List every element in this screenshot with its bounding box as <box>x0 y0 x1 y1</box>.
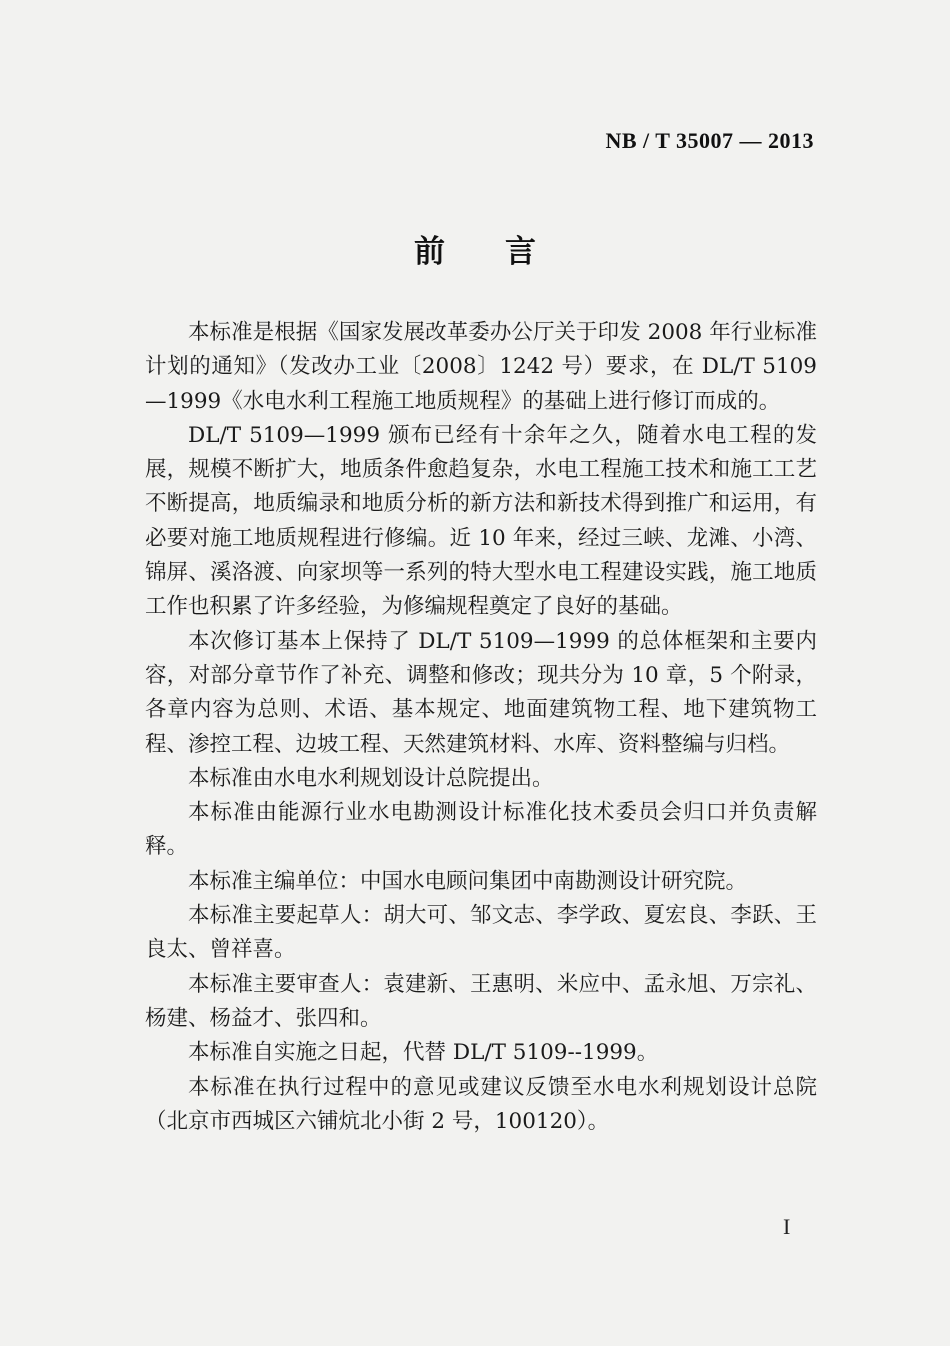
paragraph-feedback: 本标准在执行过程中的意见或建议反馈至水电水利规划设计总院（北京市西城区六铺炕北小街 2 号，100120）。 <box>145 1074 817 1134</box>
paragraph-basis: 本标准是根据《国家发展改革委办公厅关于印发 2008 年行业标准计划的通知》（发改办工业〔2008〕1242 号）要求，在 DL/T 5109—1999《水电水利工程施工地质规程》的基础上进行修订而成的。 <box>145 320 817 414</box>
page-number: I <box>783 1214 791 1239</box>
preface-body <box>145 316 817 1139</box>
paragraph-chief-unit: 本标准主编单位：中国水电顾问集团中南勘测设计研究院。 <box>188 868 748 894</box>
paragraph-administration: 本标准由能源行业水电勘测设计标准化技术委员会归口并负责解释。 <box>145 800 817 860</box>
title-char-1: 前 <box>414 234 445 270</box>
title-char-2: 言 <box>505 234 536 270</box>
page-title <box>0 226 950 271</box>
paragraph-background: DL/T 5109—1999 颁布已经有十余年之久，随着水电工程的发展，规模不断扩大，地质条件愈趋复杂，水电工程施工技术和施工工艺不断提高，地质编录和地质分析的新方法和新技术得到推广和运用，有必要对施工地质规程进行修编。近 10 年来，经过三峡、龙滩、小湾、锦屏、溪洛渡、向家坝等一系列的特大型水电工程建设实践，施工地质工作也积累了许多经验，为修编规程奠定了良好的基础。 <box>145 422 817 620</box>
paragraph-proposer: 本标准由水电水利规划设计总院提出。 <box>188 765 554 791</box>
paragraph-replacement: 本标准自实施之日起，代替 DL/T 5109--1999。 <box>188 1040 659 1066</box>
paragraph-revision: 本次修订基本上保持了 DL/T 5109—1999 的总体框架和主要内容，对部分章节作了补充、调整和修改；现共分为 10 章，5 个附录，各章内容为总则、术语、基本规定、地面建筑物工程、地下建筑物工程、渗控工程、边坡工程、天然建筑材料、水库、资料整编与归档。 <box>145 628 817 757</box>
standard-code: NB / T 35007 — 2013 <box>605 128 814 153</box>
paragraph-reviewers: 本标准主要审查人：袁建新、王惠明、米应中、孟永旭、万宗礼、杨建、杨益才、张四和。 <box>145 971 817 1031</box>
paragraph-drafters: 本标准主要起草人：胡大可、邹文志、李学政、夏宏良、李跃、王良太、曾祥喜。 <box>145 903 817 963</box>
